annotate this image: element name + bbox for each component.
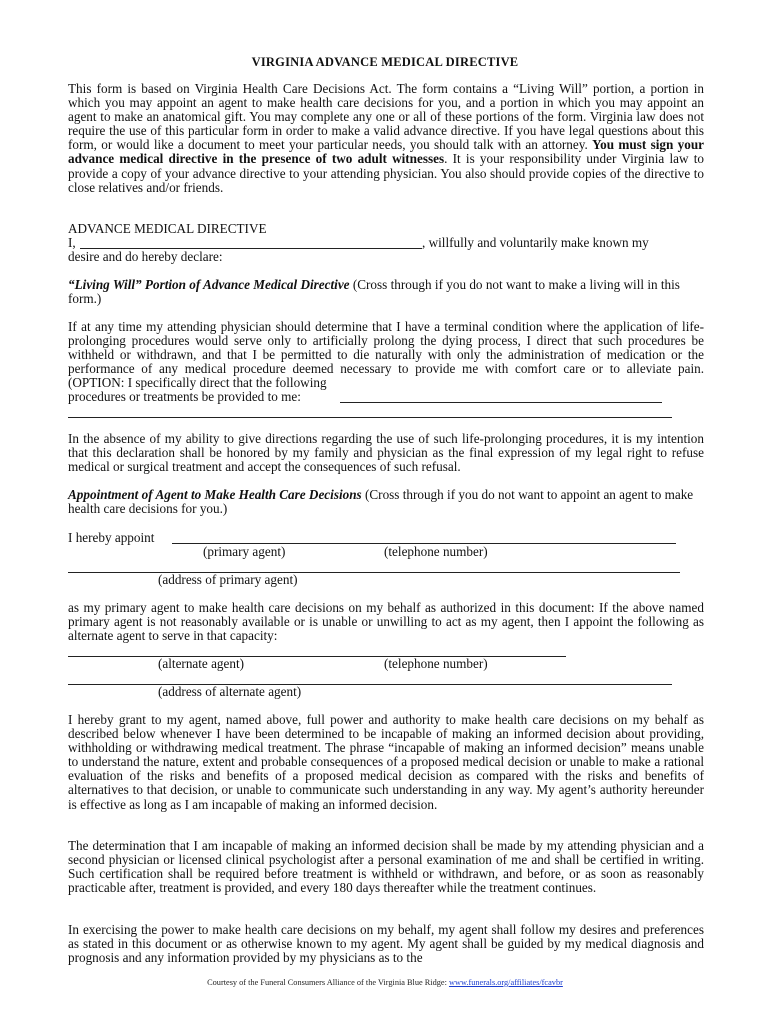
- living-will-text: If at any time my attending physician should determine that I have a terminal condition where the application of life-prolonging procedures would serve only to artificially prolong the dying process, I direct that such procedures be withheld or withdrawn, and that I be permitted to die naturally with only the administration of medication or the performance of any medical procedure deemed necessary to provide me with comfort care or to alleviate pain. (OPTION: I specifically direct that the following: [68, 319, 704, 391]
- grant-paragraph: [68, 713, 704, 812]
- agent-note: (Cross through if you do not want to appoint an agent to make health care decisions for you.): [68, 487, 694, 517]
- declaration-line2: desire and do hereby declare:: [68, 249, 223, 264]
- declaration-heading: ADVANCE MEDICAL DIRECTIVE: [68, 221, 267, 236]
- footer-text: Courtesy of the Funeral Consumers Alliance of the Virginia Blue Ridge:: [207, 978, 449, 987]
- primary-address-label: (address of primary agent): [158, 572, 298, 587]
- alternate-address-label: (address of alternate agent): [158, 684, 302, 699]
- intro-paragraph: [68, 82, 704, 195]
- declaration-suffix: , willfully and voluntarily make known my: [422, 235, 649, 250]
- intro-text-continued: . It is your responsibility under Virginia law to provide a copy of your advance directive to your attending physician. You also should provide copies of the directive to close relatives and/or friends.: [68, 151, 704, 195]
- living-will-note: (Cross through if you do not want to make a living will in this form.): [68, 277, 680, 307]
- primary-agent-text: as my primary agent to make health care decisions on my behalf as authorized in this document: If the above named primary agent is not reasonably available or is unable or unwilling to act as my agent, then I appoint the following as alternate agent to serve in that capacity:: [68, 600, 704, 644]
- alternate-agent-label: (alternate agent): [158, 656, 245, 671]
- intro-bold-warning: You must sign your advance medical directive in the presence of two adult witnesses: [68, 137, 705, 167]
- exercising-paragraph: [68, 923, 704, 965]
- telephone-label-1: (telephone number): [384, 544, 488, 559]
- alternate-agent-line[interactable]: [68, 656, 566, 657]
- declaration-prefix: I,: [68, 235, 76, 250]
- footer-link[interactable]: www.funerals.org/affiliates/fcavbr: [448, 978, 563, 987]
- exercising-text: In exercising the power to make health care decisions on my behalf, my agent shall follow my desires and preferences as stated in this document or as otherwise known to my agent. My agent shall be guided by my medical diagnosis and prognosis and any information provided by my physicians as to the: [68, 922, 704, 966]
- living-will-intro: [68, 278, 704, 306]
- living-will-body: [68, 320, 704, 390]
- absence-paragraph: [68, 432, 704, 474]
- agent-heading: Appointment of Agent to Make Health Care Decisions: [68, 487, 362, 502]
- appoint-label: I hereby appoint: [68, 530, 155, 545]
- document-title: VIRGINIA ADVANCE MEDICAL DIRECTIVE: [251, 55, 519, 69]
- intro-text: This form is based on Virginia Health Care Decisions Act. The form contains a “Living Will” portion, a portion in which you may appoint an agent to make health care decisions for you, and a portion in which you may appoint an agent to make an anatomical gift. You may complete any one or all of these portions of the form. Virginia law does not require the use of this particular form in order to make a valid advance directive. If you have legal questions about this form, or would like a document to meet your particular needs, you should talk with an attorney.: [68, 81, 704, 153]
- page-footer: [0, 978, 770, 987]
- absence-text: In the absence of my ability to give directions regarding the use of such life-prolonging procedures, it is my intention that this declaration shall be honored by my family and physician as the final expression of my legal right to refuse medical or surgical treatment and accept the consequences of such refusal.: [68, 431, 704, 475]
- primary-agent-paragraph: [68, 601, 704, 643]
- option-procedures-line-1[interactable]: [340, 402, 662, 403]
- living-will-heading: “Living Will” Portion of Advance Medical Directive: [68, 277, 350, 292]
- grant-text: I hereby grant to my agent, named above, full power and authority to make health care decisions on my behalf as described below whenever I have been determined to be incapable of making an informed decision about providing, withholding or withdrawing medical treatment. The phrase “incapable of making an informed decision” means unable to understand the nature, extent and probable consequences of a proposed medical decision or unable to make a rational evaluation of the risks and benefits of a proposed medical decision as compared with the risks and benefits of alternatives to that decision, or unable to communicate such understanding in any way. My agent’s authority hereunder is effective as long as I am incapable of making an informed decision.: [68, 712, 704, 812]
- determination-paragraph: [68, 839, 704, 895]
- option-tail-label: procedures or treatments be provided to me:: [68, 389, 301, 404]
- agent-intro: [68, 488, 704, 516]
- option-procedures-line-2[interactable]: [68, 417, 672, 418]
- determination-text: The determination that I am incapable of making an informed decision shall be made by my attending physician and a second physician or licensed clinical psychologist after a personal examination of me and shall be certified in writing. Such certification shall be required before treatment is withheld or withdrawn, and before, or as soon as reasonably practicable after, treatment is provided, and every 180 days thereafter while the treatment continues.: [68, 838, 704, 896]
- primary-agent-label: (primary agent): [203, 544, 286, 559]
- telephone-label-2: (telephone number): [384, 656, 488, 671]
